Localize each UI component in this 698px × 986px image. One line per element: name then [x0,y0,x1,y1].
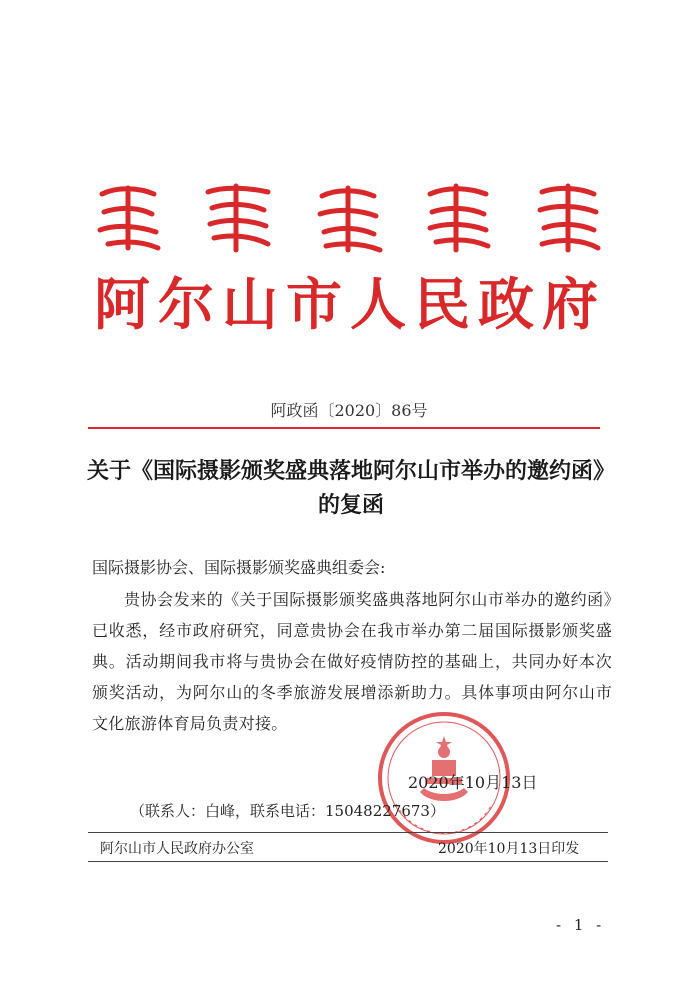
page-number: - 1 - [556,916,606,934]
mongolian-word-glyph [198,178,278,258]
mongolian-word-glyph [308,178,388,258]
government-header-title: 阿尔山市人民政府 [94,273,606,338]
signature-date: 2020年10月13日 [408,773,538,792]
recipient-line: 国际摄影协会、国际摄影颁奖盛典组委会: [92,558,386,577]
footer-issuing-office: 阿尔山市人民政府办公室 [100,841,254,857]
mongolian-script-logo [88,178,608,258]
contact-line: （联系人：白峰，联系电话：15048227673） [130,802,445,820]
footer-rule-bottom [88,861,608,862]
footer-print-date: 2020年10月13日印发 [438,841,580,857]
mongolian-word-glyph [528,178,608,258]
document-subject: 关于《国际摄影颁奖盛典落地阿尔山市举办的邀约函》的复函 [86,458,615,518]
mongolian-word-glyph [418,178,498,258]
document-number: 阿政函〔2020〕86号 [270,401,428,420]
footer-rule-top [88,832,608,833]
mongolian-word-glyph [88,178,168,258]
header-red-rule [88,427,600,429]
letter-body: 贵协会发来的《关于国际摄影颁奖盛典落地阿尔山市举办的邀约函》已收悉，经市政府研究，同意贵协会在我市举办第二届国际摄影颁奖盛典。活动期间我市将与贵协会在做好疫情防控的基础上，共同办好本次颁奖活动，为阿尔山的冬季旅游发展增添新助力。具体事项由阿尔山市文化旅游体育局负责对接。 [92,590,612,733]
